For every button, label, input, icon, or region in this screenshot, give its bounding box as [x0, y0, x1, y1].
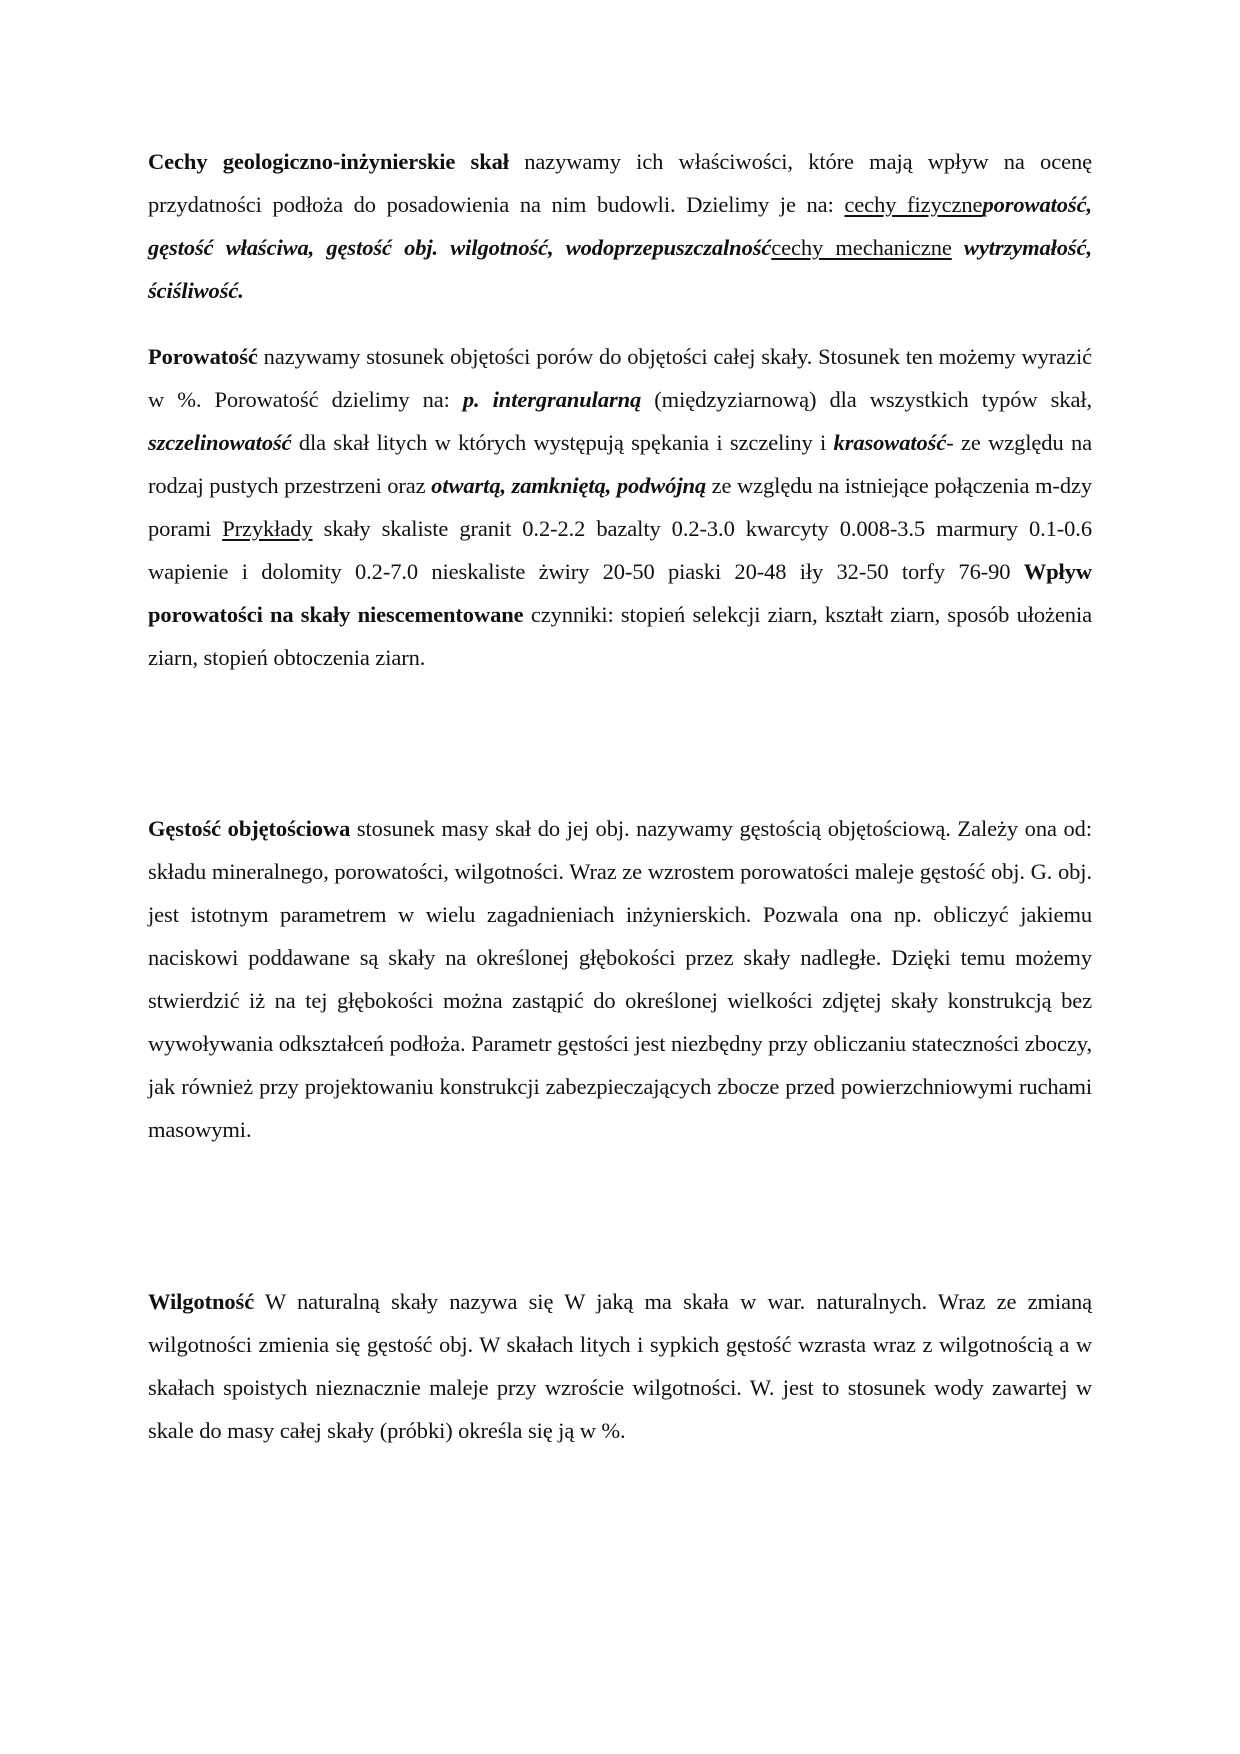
paragraph-porowatosc [148, 335, 1092, 679]
text-run: nazywamy ich właściwości, które mają wpływ na ocenę przydatności podłoża do posadowienia na nim budowli. Dzielimy je na: [148, 149, 1092, 217]
term-porowatosc: Porowatość [148, 344, 258, 369]
text-run: ze względu na istniejące połączenia m-dzy porami [148, 473, 1093, 541]
term-wplyw-porowatosci: Wpływ porowatości na skały niescementowane [148, 559, 1092, 627]
list-cechy-fizyczne: porowatość, gęstość właściwa, gęstość obj. wilgotność, wodoprzepuszczalność [148, 192, 1092, 260]
underlined-cechy-fizyczne: cechy fizyczne [844, 192, 983, 217]
text-run-examples: skały skaliste granit 0.2-2.2 bazalty 0.2-3.0 kwarcyty 0.008-3.5 marmury 0.1-0.6 wapienie i dolomity 0.2-7.0 nieskaliste żwiry 20-50 piaski 20-48 iły 32-50 torfy 76-90 [148, 516, 1092, 584]
underlined-cechy-mechaniczne: cechy mechaniczne [771, 235, 952, 260]
text-run [952, 235, 964, 260]
text-run: - ze względu na rodzaj pustych przestrzeni oraz [148, 430, 1092, 498]
term-cechy-geologiczno-inzynierskie: Cechy geologiczno-inżynierskie skał [148, 149, 509, 174]
text-run: dla skał litych w których występują spękania i szczeliny i [291, 430, 834, 455]
list-cechy-mechaniczne: wytrzymałość, ściśliwość. [148, 235, 1092, 303]
term-otwarta-zamknieta-podwojna: otwartą, zamkniętą, podwójną [431, 473, 707, 498]
text-run: (międzyziarnową) dla wszystkich typów skał, [641, 387, 1093, 412]
text-run: nazywamy stosunek objętości porów do objętości całej skały. Stosunek ten możemy wyrazić w %. Porowatość dzielimy na: [148, 344, 1092, 412]
term-krasowatosc: krasowatość [833, 430, 947, 455]
underlined-przyklady: Przykłady [222, 516, 313, 541]
text-run: czynniki: stopień selekcji ziarn, kształt ziarn, sposób ułożenia ziarn, stopień obtoczenia ziarn. [148, 602, 1092, 670]
text-run: W naturalną skały nazywa się W jaką ma skała w war. naturalnych. Wraz ze zmianą wilgotności zmienia się gęstość obj. W skałach litych i sypkich gęstość wzrasta wraz z wilgotnością a w skałach spoistych nieznacznie maleje przy wzroście wilgotności. W. jest to stosunek wody zawartej w skale do masy całej skały (próbki) określa się ją w %. [148, 1289, 1092, 1443]
paragraph-gestosc-objetosciowa [148, 807, 1092, 1151]
term-szczelinowatosc: szczelinowatość [148, 430, 292, 455]
paragraph-wilgotnosc [148, 1280, 1092, 1452]
paragraph-cechy-geologiczno-inzynierskie [148, 140, 1092, 312]
term-intergranularna: p. intergranularną [462, 387, 642, 412]
term-wilgotnosc: Wilgotność [148, 1289, 255, 1314]
text-run: stosunek masy skał do jej obj. nazywamy gęstością objętościową. Zależy ona od: składu mineralnego, porowatości, wilgotności. Wraz ze wzrostem porowatości maleje gęstość obj. G. obj. jest istotnym parametrem w wielu zagadnieniach inżynierskich. Pozwala ona np. obliczyć jakiemu naciskowi poddawane są skały na określonej głębokości przez skały nadległe. Dzięki temu możemy stwierdzić iż na tej głębokości można zastąpić do określonej wielkości zdjętej skały konstrukcją bez wywoływania odkształceń podłoża. Parametr gęstości jest niezbędny przy obliczaniu stateczności zboczy, jak również przy projektowaniu konstrukcji zabezpieczających zbocze przed powierzchniowymi ruchami masowymi. [148, 816, 1092, 1142]
term-gestosc-objetosciowa: Gęstość objętościowa [148, 816, 351, 841]
